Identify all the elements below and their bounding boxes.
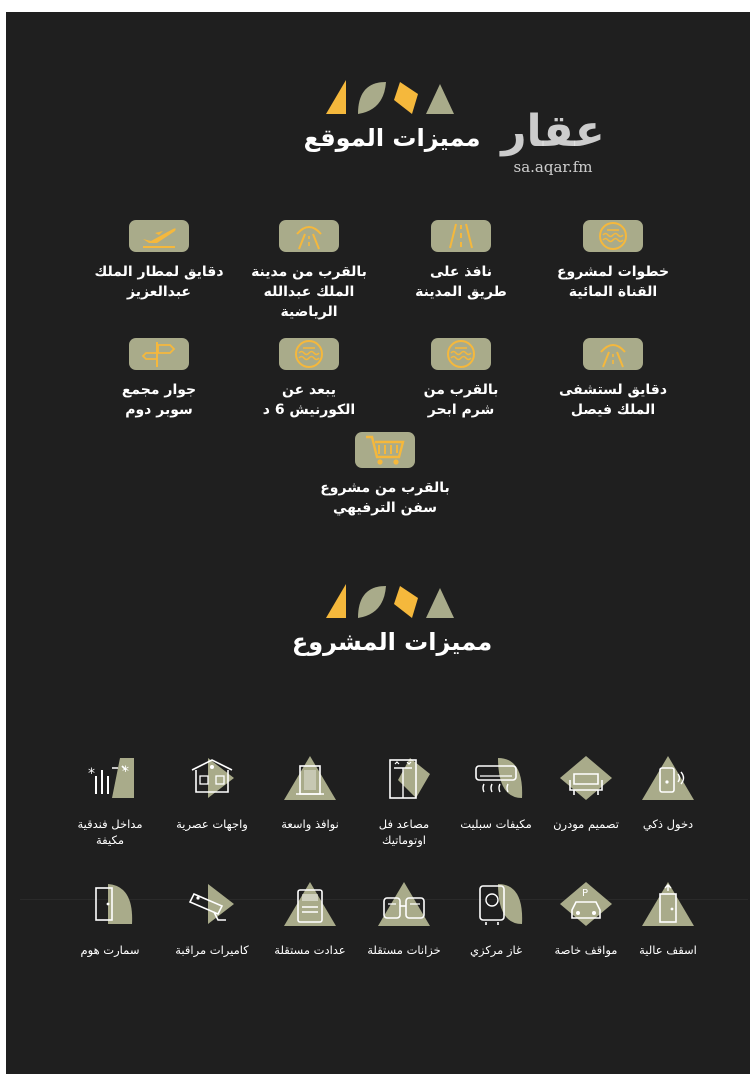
window-icon [282,754,338,802]
feature-item [356,880,452,958]
flyer-panel [6,12,750,1074]
location-item [538,220,688,302]
feature-item [448,880,544,958]
feature-label: كاميرات مراقبة [175,943,249,957]
shopping-cart-icon [355,432,415,468]
feature-label: مكيفات سبليت [460,817,532,831]
watermark-url: sa.aqar.fm [513,158,593,176]
project-section-title: مميزات المشروع [291,628,493,656]
location-item [386,220,536,302]
location-item-text: بالقرب من مدينة الملك عبدالله الرياضية [251,264,367,320]
armchair-icon [558,754,614,802]
feature-label: مداخل فندقية مكيفة [77,817,143,847]
location-item [84,220,234,302]
location-item-text: خطوات لمشروع القناة المائية [556,264,670,300]
meter-icon [282,880,338,928]
location-item [234,220,384,322]
feature-label: مصاعد فل اوتوماتيك [378,817,430,847]
feature-label: تصميم مودرن [553,817,619,831]
location-item [234,338,384,420]
smart-home-icon [82,880,138,928]
air-conditioner-icon [468,754,524,802]
feature-label: خزانات مستقلة [367,943,441,957]
feature-item [538,880,634,958]
feature-label: اسقف عالية [639,943,697,957]
feature-label: نوافذ واسعة [281,817,339,831]
feature-item [62,880,158,958]
feature-item [164,880,260,958]
feature-item [62,754,158,848]
smart-lock-icon [640,754,696,802]
decorative-shapes-middle [322,578,456,622]
feature-item [164,754,260,832]
location-item-text: بالقرب من شرم ابحر [423,382,499,418]
decorative-shapes-top [322,74,456,118]
location-item-text: دقايق لستشفى الملك فيصل [558,382,668,418]
feature-label: دخول ذكي [642,817,694,831]
elevator-icon [376,754,432,802]
airplane-icon [129,220,189,252]
location-section-title: مميزات الموقع [303,124,481,152]
water-icon [583,220,643,252]
svg-text:*: * [88,766,95,782]
feature-label: غاز مركزي [469,943,523,957]
location-item-text: نافذ على طريق المدينة [415,264,507,300]
aqar-watermark [494,108,612,176]
door-icon [640,880,696,928]
location-item-text: بالقرب من مشروع سفن الترفيهي [320,480,450,516]
feature-item [448,754,544,832]
feature-label: سمارت هوم [80,943,140,957]
location-item [386,338,536,420]
feature-item [356,754,452,848]
road-gate-icon [279,220,339,252]
hotel-entrance-icon [82,754,138,802]
car-parking-icon [558,880,614,928]
watermark-brand: عقار [501,106,605,157]
road-icon [431,220,491,252]
location-item [310,432,460,518]
feature-label: مواقف خاصة [554,943,618,957]
feature-item [620,880,716,958]
feature-item [262,754,358,832]
feature-item [538,754,634,832]
location-item-text: دقايق لمطار الملك عبدالعزيز [94,264,224,300]
location-item-text: يبعد عن الكورنيش 6 د [262,382,356,418]
location-item [538,338,688,420]
water-icon [431,338,491,370]
svg-text:P: P [582,888,589,899]
water-icon [279,338,339,370]
feature-item [262,880,358,958]
feature-label: واجهات عصرية [176,817,248,831]
feature-label: عدادت مستقلة [274,943,346,957]
signpost-icon [129,338,189,370]
feature-item [620,754,716,832]
road-gate-icon [583,338,643,370]
location-item-text: جوار مجمع سوبر دوم [121,382,197,418]
building-facade-icon [184,754,240,802]
gas-icon [468,880,524,928]
security-camera-icon [184,880,240,928]
location-item [84,338,234,420]
svg-text:*: * [122,764,129,780]
water-tank-icon [376,880,432,928]
